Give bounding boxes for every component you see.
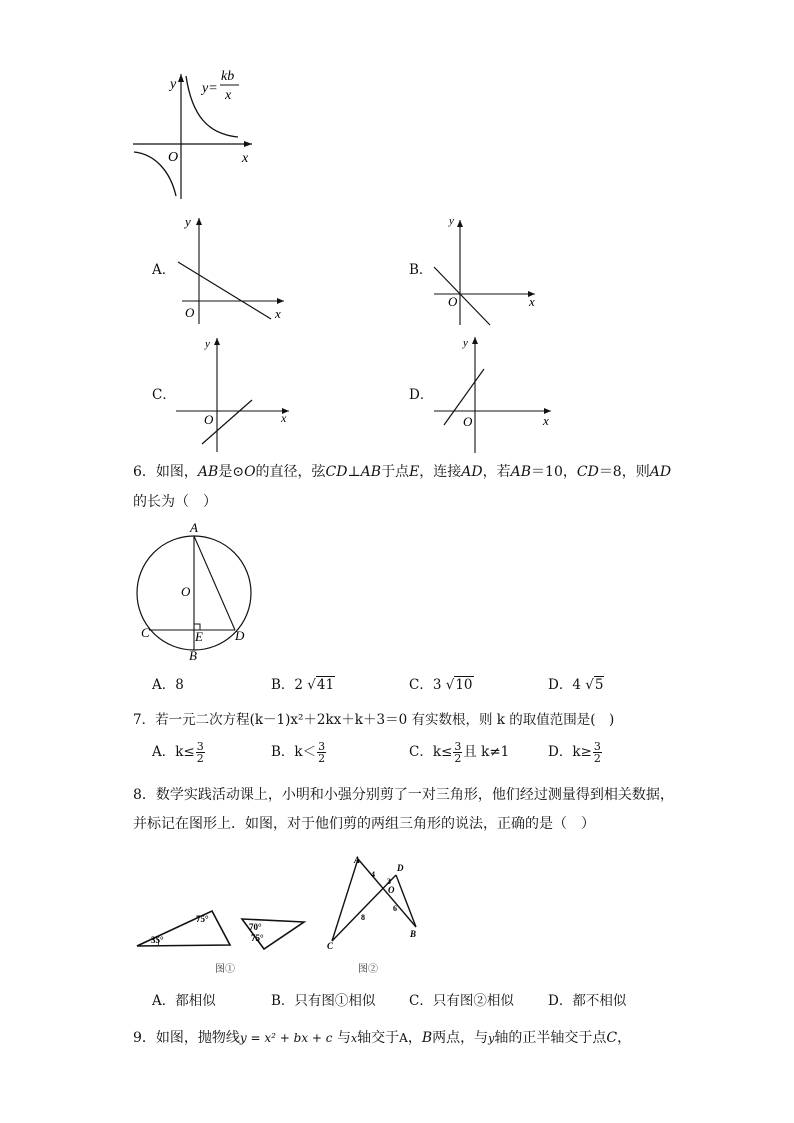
q5-option-c-graph[interactable] xyxy=(172,334,294,454)
svg-text:75°: 75° xyxy=(196,914,209,924)
q6-option-d[interactable]: D．4 √5 xyxy=(548,677,604,693)
svg-text:D: D xyxy=(235,628,245,643)
q5-option-b-graph[interactable] xyxy=(428,210,540,328)
svg-text:75°: 75° xyxy=(251,933,264,943)
q6-circle-figure xyxy=(134,518,264,664)
q5-option-c-label[interactable]: C． xyxy=(152,387,176,403)
svg-text:x: x xyxy=(543,413,549,428)
svg-text:35°: 35° xyxy=(151,935,164,945)
q5-option-b-label[interactable]: B． xyxy=(409,262,433,278)
svg-text:x: x xyxy=(529,294,535,309)
svg-text:O: O xyxy=(181,584,191,599)
svg-text:y: y xyxy=(205,338,210,350)
q8-figure-1-caption: 图① xyxy=(215,964,235,975)
q8-option-a[interactable]: A．都相似 xyxy=(152,993,216,1009)
q5-hyperbola-graph xyxy=(128,66,260,202)
svg-text:A: A xyxy=(190,520,198,535)
svg-text:3: 3 xyxy=(387,877,391,886)
q6-option-b[interactable]: B．2 √41 xyxy=(271,677,335,693)
svg-text:A: A xyxy=(354,855,361,865)
q8-figure-2-caption: 图② xyxy=(358,964,378,975)
x-axis-label: x xyxy=(242,151,249,166)
q6-stem-line2: 的长为（ ） xyxy=(133,494,217,510)
function-label-den: x xyxy=(225,88,232,103)
q5-option-a-label[interactable]: A． xyxy=(152,262,176,278)
q5-option-a-graph[interactable] xyxy=(172,212,290,327)
svg-text:8: 8 xyxy=(361,913,365,922)
q8-option-c[interactable]: C．只有图②相似 xyxy=(409,993,514,1009)
q8-figure-2 xyxy=(324,853,424,953)
q8-option-d[interactable]: D．都不相似 xyxy=(548,993,627,1009)
svg-text:C: C xyxy=(141,625,150,640)
q7-option-c[interactable]: C．k≤ $\frac{3}{2}$ 且 k≠1 xyxy=(409,740,510,765)
svg-text:D: D xyxy=(397,863,404,873)
q5-option-d-graph[interactable] xyxy=(430,333,556,457)
svg-text:y: y xyxy=(185,214,191,229)
svg-text:B: B xyxy=(189,648,197,663)
q6-option-a[interactable]: A．8 xyxy=(152,677,184,693)
svg-text:70°: 70° xyxy=(249,922,262,932)
q7-option-d[interactable]: D．k≥ $\frac{3}{2}$ xyxy=(548,740,601,765)
svg-text:C: C xyxy=(327,941,334,951)
svg-text:x: x xyxy=(275,306,281,321)
q5-option-d-label[interactable]: D． xyxy=(409,387,434,403)
svg-text:O: O xyxy=(448,294,458,309)
q6-option-c[interactable]: C．3 √10 xyxy=(409,677,473,693)
q7-stem: 7．若一元二次方程(k－1)x²＋2kx＋k＋3＝0 有实数根，则 k 的取值范围是( ) xyxy=(133,712,615,728)
svg-text:O: O xyxy=(185,305,195,320)
origin-label: O xyxy=(168,150,179,165)
svg-text:O: O xyxy=(204,412,214,427)
svg-text:O: O xyxy=(463,414,473,429)
svg-text:E: E xyxy=(195,629,203,644)
q7-option-a[interactable]: A．k≤ $\frac{3}{2}$ xyxy=(152,740,204,765)
function-label-y: y= xyxy=(202,81,218,96)
svg-text:x: x xyxy=(281,411,287,425)
function-label-num: kb xyxy=(221,69,235,84)
q8-option-b[interactable]: B．只有图①相似 xyxy=(271,993,376,1009)
q8-figure-1 xyxy=(134,905,309,957)
q9-stem: 9．如图，抛物线y = x² + bx + c 与x轴交于A，B两点，与y轴的正半轴交于点C， xyxy=(133,1030,632,1046)
svg-text:B: B xyxy=(410,929,417,939)
y-axis-label: y xyxy=(170,77,177,92)
q6-stem-line1: 6．如图，AB是⊙O的直径，弦CD⊥AB于点E，连接AD，若AB＝10，CD＝8，则AD xyxy=(133,464,672,480)
svg-text:6: 6 xyxy=(393,904,397,913)
q7-option-b[interactable]: B．k＜ $\frac{3}{2}$ xyxy=(271,740,326,765)
svg-text:4: 4 xyxy=(371,870,375,879)
svg-text:y: y xyxy=(449,215,454,227)
q8-stem-line2: 并标记在图形上．如图，对于他们剪的两组三角形的说法，正确的是（ ） xyxy=(133,816,595,832)
svg-text:O: O xyxy=(388,885,395,895)
svg-text:y: y xyxy=(463,337,468,349)
q8-stem-line1: 8．数学实践活动课上，小明和小强分别剪了一对三角形，他们经过测量得到相关数据， xyxy=(133,787,674,803)
